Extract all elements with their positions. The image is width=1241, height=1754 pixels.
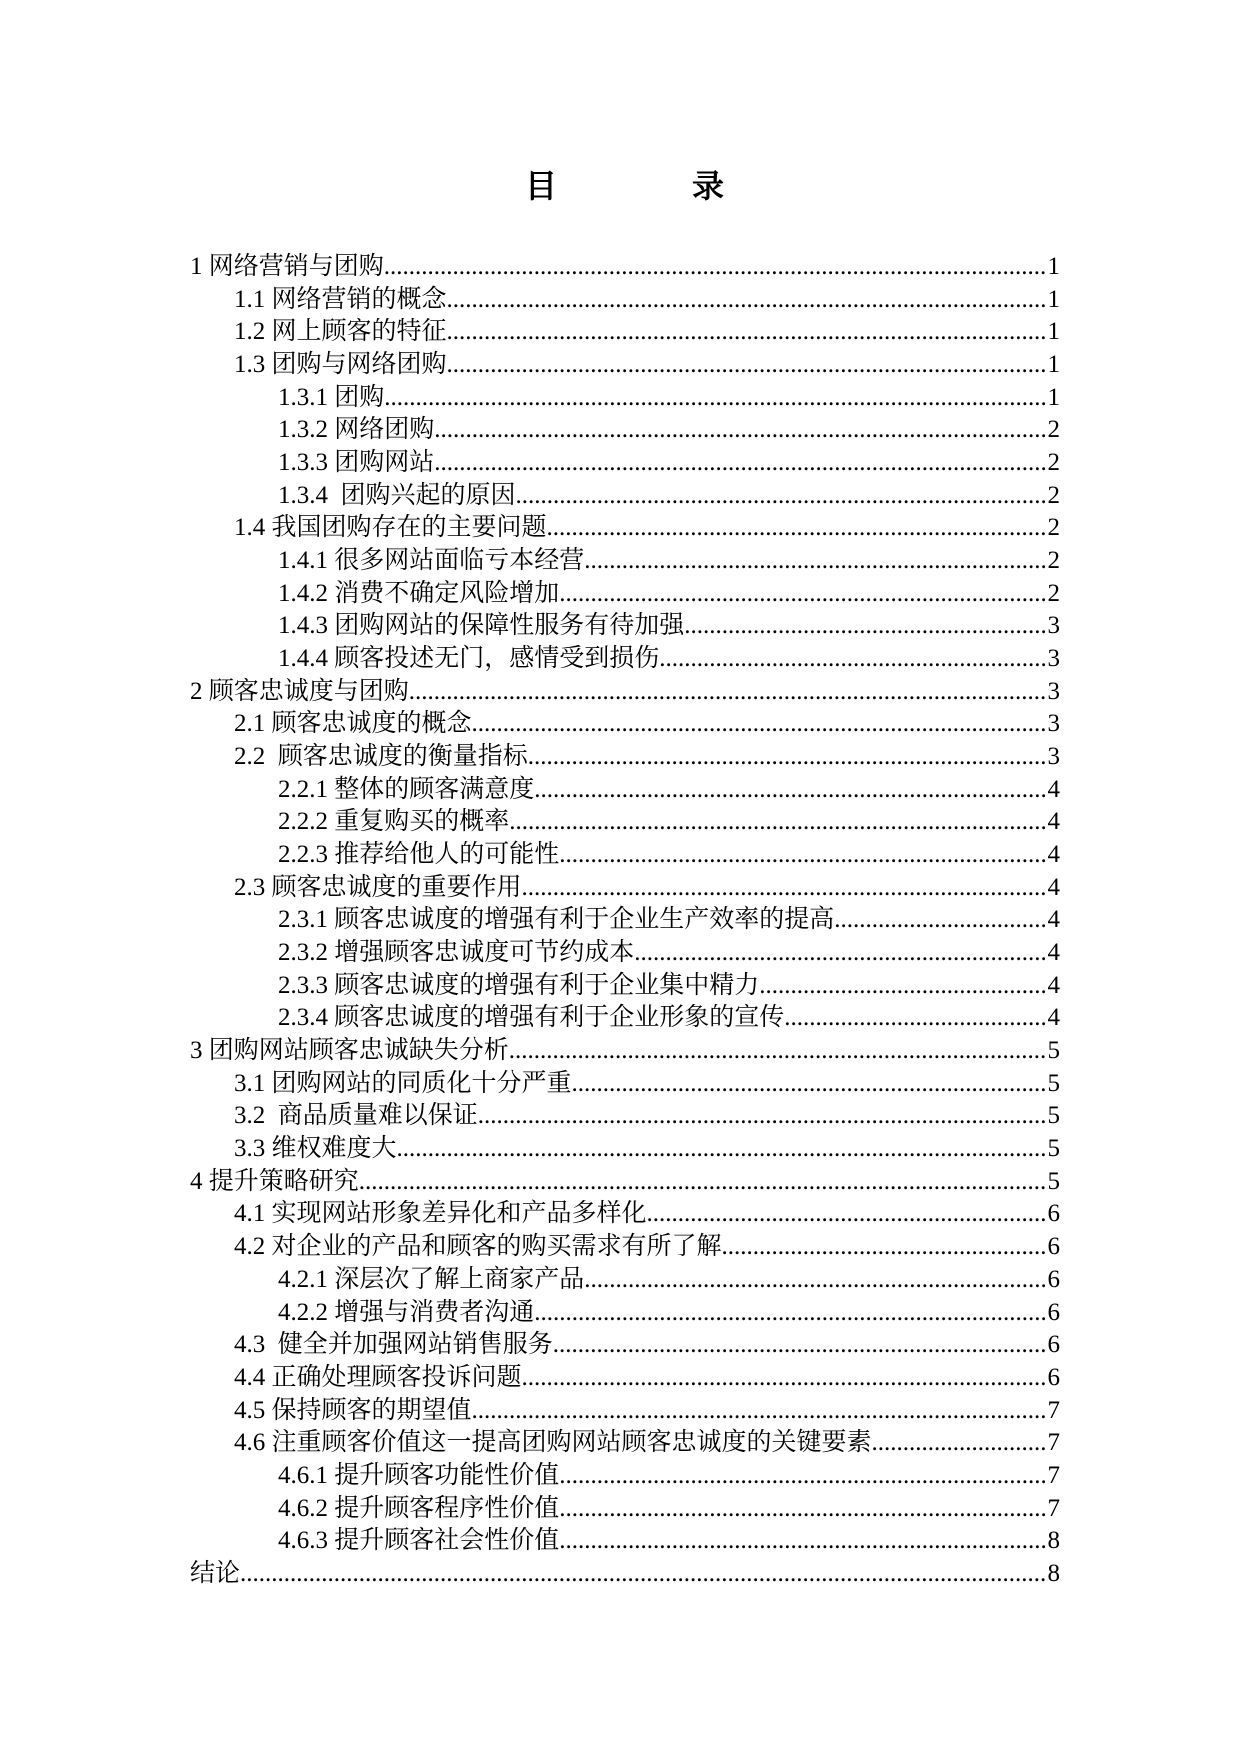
toc-entry-section	[0, 741, 1241, 774]
toc-entry-subsection	[0, 806, 1241, 839]
toc-entry-title: 1.3.4 团购兴起的原因	[278, 481, 516, 509]
dot-leader	[509, 806, 1047, 839]
toc-entry-title: 1.4.4 顾客投述无门，感情受到损伤	[278, 645, 660, 673]
toc-entry-subsection	[0, 414, 1241, 447]
toc-entry-page: 3	[1047, 645, 1060, 673]
dot-leader	[572, 1068, 1048, 1101]
toc-entry-title: 2 顾客忠诚度与团购	[190, 677, 409, 705]
toc-entry-section	[0, 512, 1241, 545]
toc-entry-page: 3	[1047, 612, 1060, 640]
toc-entry-page: 5	[1047, 1037, 1060, 1065]
dot-leader	[534, 1297, 1047, 1330]
dot-leader	[659, 643, 1047, 676]
toc-entry-page: 1	[1047, 318, 1060, 346]
toc-entry-page: 3	[1047, 677, 1060, 705]
toc-entry-title: 4.6.3 提升顾客社会性价值	[278, 1527, 560, 1555]
dot-leader	[528, 741, 1048, 774]
toc-entry-page: 4	[1047, 808, 1060, 836]
toc-entry-subsection	[0, 447, 1241, 480]
toc-entry-page: 6	[1047, 1200, 1060, 1228]
toc-entry-page: 6	[1047, 1265, 1060, 1293]
toc-entry-section	[0, 1133, 1241, 1166]
dot-leader	[359, 1166, 1048, 1199]
toc-entry-page: 4	[1047, 873, 1060, 901]
toc-entry-title: 2.2.3 推荐给他人的可能性	[278, 841, 560, 869]
toc-entry-page: 5	[1047, 1135, 1060, 1163]
toc-heading: 目录	[525, 168, 860, 204]
toc-entry-section	[0, 708, 1241, 741]
toc-entry-page: 4	[1047, 1004, 1060, 1032]
dot-leader	[434, 447, 1047, 480]
toc-entry-subsection	[0, 774, 1241, 807]
toc-entry-title: 4.6 注重顾客价值这一提高团购网站顾客忠诚度的关键要素	[234, 1429, 872, 1457]
dot-leader	[553, 1329, 1048, 1362]
toc-entry-subsection	[0, 578, 1241, 611]
toc-entry-page: 8	[1047, 1559, 1060, 1587]
toc-entry-subsection	[0, 643, 1241, 676]
toc-entry-chapter	[0, 251, 1241, 284]
toc-entry-subsection	[0, 937, 1241, 970]
dot-leader	[447, 349, 1048, 382]
dot-leader	[584, 545, 1047, 578]
toc-entry-page: 6	[1047, 1363, 1060, 1391]
toc-entry-page: 7	[1047, 1396, 1060, 1424]
dot-leader	[634, 937, 1047, 970]
toc-entry-title: 4.4 正确处理顾客投诉问题	[234, 1363, 522, 1391]
dot-leader	[559, 1460, 1047, 1493]
toc-entry-page: 7	[1047, 1494, 1060, 1522]
toc-entry-subsection	[0, 480, 1241, 513]
toc-entry-title: 2.2.2 重复购买的概率	[278, 808, 510, 836]
toc-entry-page: 3	[1047, 743, 1060, 771]
toc-entry-title: 4.1 实现网站形象差异化和产品多样化	[234, 1200, 647, 1228]
toc-entry-title: 4.6.2 提升顾客程序性价值	[278, 1494, 560, 1522]
toc-entry-page: 1	[1047, 253, 1060, 280]
dot-leader	[547, 512, 1048, 545]
toc-entry-title: 2.3.4 顾客忠诚度的增强有利于企业形象的宣传	[278, 1004, 785, 1032]
dot-leader	[409, 676, 1048, 709]
dot-leader	[722, 1231, 1048, 1264]
dot-leader	[834, 904, 1047, 937]
toc-entry-page: 1	[1047, 383, 1060, 411]
toc-entry-subsection	[0, 970, 1241, 1003]
toc-entry-title: 1.2 网上顾客的特征	[234, 318, 447, 346]
toc-entry-section	[0, 1362, 1241, 1395]
toc-entry-page: 4	[1047, 939, 1060, 967]
dot-leader	[434, 414, 1047, 447]
dot-leader	[478, 1100, 1048, 1133]
toc-entry-page: 4	[1047, 775, 1060, 803]
dot-leader	[559, 839, 1047, 872]
toc-entry-title: 1.4 我国团购存在的主要问题	[234, 514, 547, 542]
toc-entry-subsection	[0, 382, 1241, 415]
dot-leader	[584, 1264, 1047, 1297]
toc-entry-page: 7	[1047, 1429, 1060, 1457]
table-of-contents	[0, 251, 1241, 1591]
toc-entry-title: 2.2 顾客忠诚度的衡量指标	[234, 743, 528, 771]
dot-leader	[559, 1525, 1047, 1558]
toc-entry-title: 1.1 网络营销的概念	[234, 285, 447, 313]
toc-entry-page: 4	[1047, 906, 1060, 934]
toc-entry-section	[0, 1329, 1241, 1362]
toc-entry-title: 4.3 健全并加强网站销售服务	[234, 1331, 553, 1359]
toc-entry-section	[0, 1198, 1241, 1231]
toc-entry-page: 2	[1047, 579, 1060, 607]
toc-entry-page: 8	[1047, 1527, 1060, 1555]
toc-entry-title: 1.4.3 团购网站的保障性服务有待加强	[278, 612, 685, 640]
toc-entry-title: 4.6.1 提升顾客功能性价值	[278, 1461, 560, 1489]
dot-leader	[559, 1493, 1047, 1526]
toc-entry-section	[0, 872, 1241, 905]
toc-entry-section	[0, 1068, 1241, 1101]
toc-entry-subsection	[0, 1525, 1241, 1558]
toc-entry-title: 2.3.2 增强顾客忠诚度可节约成本	[278, 939, 635, 967]
toc-entry-page: 2	[1047, 514, 1060, 542]
toc-entry-chapter	[0, 1166, 1241, 1199]
dot-leader	[384, 382, 1047, 415]
toc-entry-title: 3.2 商品质量难以保证	[234, 1102, 478, 1130]
toc-entry-title: 结论	[190, 1559, 241, 1587]
toc-entry-subsection	[0, 839, 1241, 872]
toc-entry-page: 4	[1047, 841, 1060, 869]
toc-entry-title: 2.3 顾客忠诚度的重要作用	[234, 873, 522, 901]
toc-entry-page: 6	[1047, 1331, 1060, 1359]
toc-entry-title: 1.4.1 很多网站面临亏本经营	[278, 547, 585, 575]
toc-entry-subsection	[0, 904, 1241, 937]
toc-entry-page: 5	[1047, 1069, 1060, 1097]
dot-leader	[784, 1002, 1047, 1035]
toc-entry-title: 4.5 保持顾客的期望值	[234, 1396, 472, 1424]
toc-entry-section	[0, 284, 1241, 317]
toc-entry-title: 1.3.3 团购网站	[278, 449, 435, 477]
toc-entry-subsection	[0, 610, 1241, 643]
toc-entry-page: 6	[1047, 1298, 1060, 1326]
toc-entry-page: 6	[1047, 1233, 1060, 1261]
dot-leader	[559, 578, 1047, 611]
toc-entry-page: 2	[1047, 547, 1060, 575]
toc-entry-section	[0, 1231, 1241, 1264]
dot-leader	[684, 610, 1047, 643]
dot-leader	[472, 708, 1048, 741]
dot-leader	[522, 1362, 1048, 1395]
toc-entry-section	[0, 1427, 1241, 1460]
dot-leader	[534, 774, 1047, 807]
toc-entry-subsection	[0, 545, 1241, 578]
toc-entry-page: 1	[1047, 285, 1060, 313]
toc-entry-page: 5	[1047, 1167, 1060, 1195]
dot-leader	[384, 251, 1048, 284]
toc-entry-title: 2.2.1 整体的顾客满意度	[278, 775, 535, 803]
toc-entry-title: 1.3 团购与网络团购	[234, 351, 447, 379]
toc-entry-page: 3	[1047, 710, 1060, 738]
toc-entry-title: 3.1 团购网站的同质化十分严重	[234, 1069, 572, 1097]
toc-entry-section	[0, 349, 1241, 382]
toc-entry-title: 1 网络营销与团购	[190, 253, 384, 280]
dot-leader	[759, 970, 1047, 1003]
dot-leader	[397, 1133, 1048, 1166]
dot-leader	[447, 284, 1048, 317]
toc-entry-section	[0, 1395, 1241, 1428]
toc-entry-chapter	[0, 1558, 1241, 1591]
toc-entry-title: 1.4.2 消费不确定风险增加	[278, 579, 560, 607]
dot-leader	[509, 1035, 1048, 1068]
dot-leader	[516, 480, 1048, 513]
toc-entry-subsection	[0, 1264, 1241, 1297]
toc-entry-page: 2	[1047, 416, 1060, 444]
toc-entry-subsection	[0, 1002, 1241, 1035]
toc-entry-section	[0, 1100, 1241, 1133]
toc-entry-title: 2.3.3 顾客忠诚度的增强有利于企业集中精力	[278, 971, 760, 999]
dot-leader	[647, 1198, 1048, 1231]
toc-entry-subsection	[0, 1297, 1241, 1330]
toc-entry-subsection	[0, 1460, 1241, 1493]
dot-leader	[522, 872, 1048, 905]
toc-entry-title: 3.3 维权难度大	[234, 1135, 397, 1163]
toc-entry-section	[0, 316, 1241, 349]
toc-entry-page: 4	[1047, 971, 1060, 999]
dot-leader	[872, 1427, 1048, 1460]
toc-entry-page: 7	[1047, 1461, 1060, 1489]
toc-entry-title: 2.1 顾客忠诚度的概念	[234, 710, 472, 738]
toc-entry-title: 4 提升策略研究	[190, 1167, 359, 1195]
dot-leader	[472, 1395, 1048, 1428]
toc-entry-page: 2	[1047, 449, 1060, 477]
toc-entry-page: 5	[1047, 1102, 1060, 1130]
toc-entry-page: 2	[1047, 481, 1060, 509]
dot-leader	[447, 316, 1048, 349]
toc-entry-title: 4.2.1 深层次了解上商家产品	[278, 1265, 585, 1293]
toc-entry-title: 2.3.1 顾客忠诚度的增强有利于企业生产效率的提高	[278, 906, 835, 934]
toc-entry-title: 4.2 对企业的产品和顾客的购买需求有所了解	[234, 1233, 722, 1261]
toc-entry-title: 1.3.1 团购	[278, 383, 385, 411]
toc-entry-page: 1	[1047, 351, 1060, 379]
dot-leader	[240, 1558, 1047, 1591]
toc-entry-title: 3 团购网站顾客忠诚缺失分析	[190, 1037, 509, 1065]
toc-entry-chapter	[0, 676, 1241, 709]
toc-entry-title: 1.3.2 网络团购	[278, 416, 435, 444]
toc-entry-subsection	[0, 1493, 1241, 1526]
toc-entry-title: 4.2.2 增强与消费者沟通	[278, 1298, 535, 1326]
toc-entry-chapter	[0, 1035, 1241, 1068]
